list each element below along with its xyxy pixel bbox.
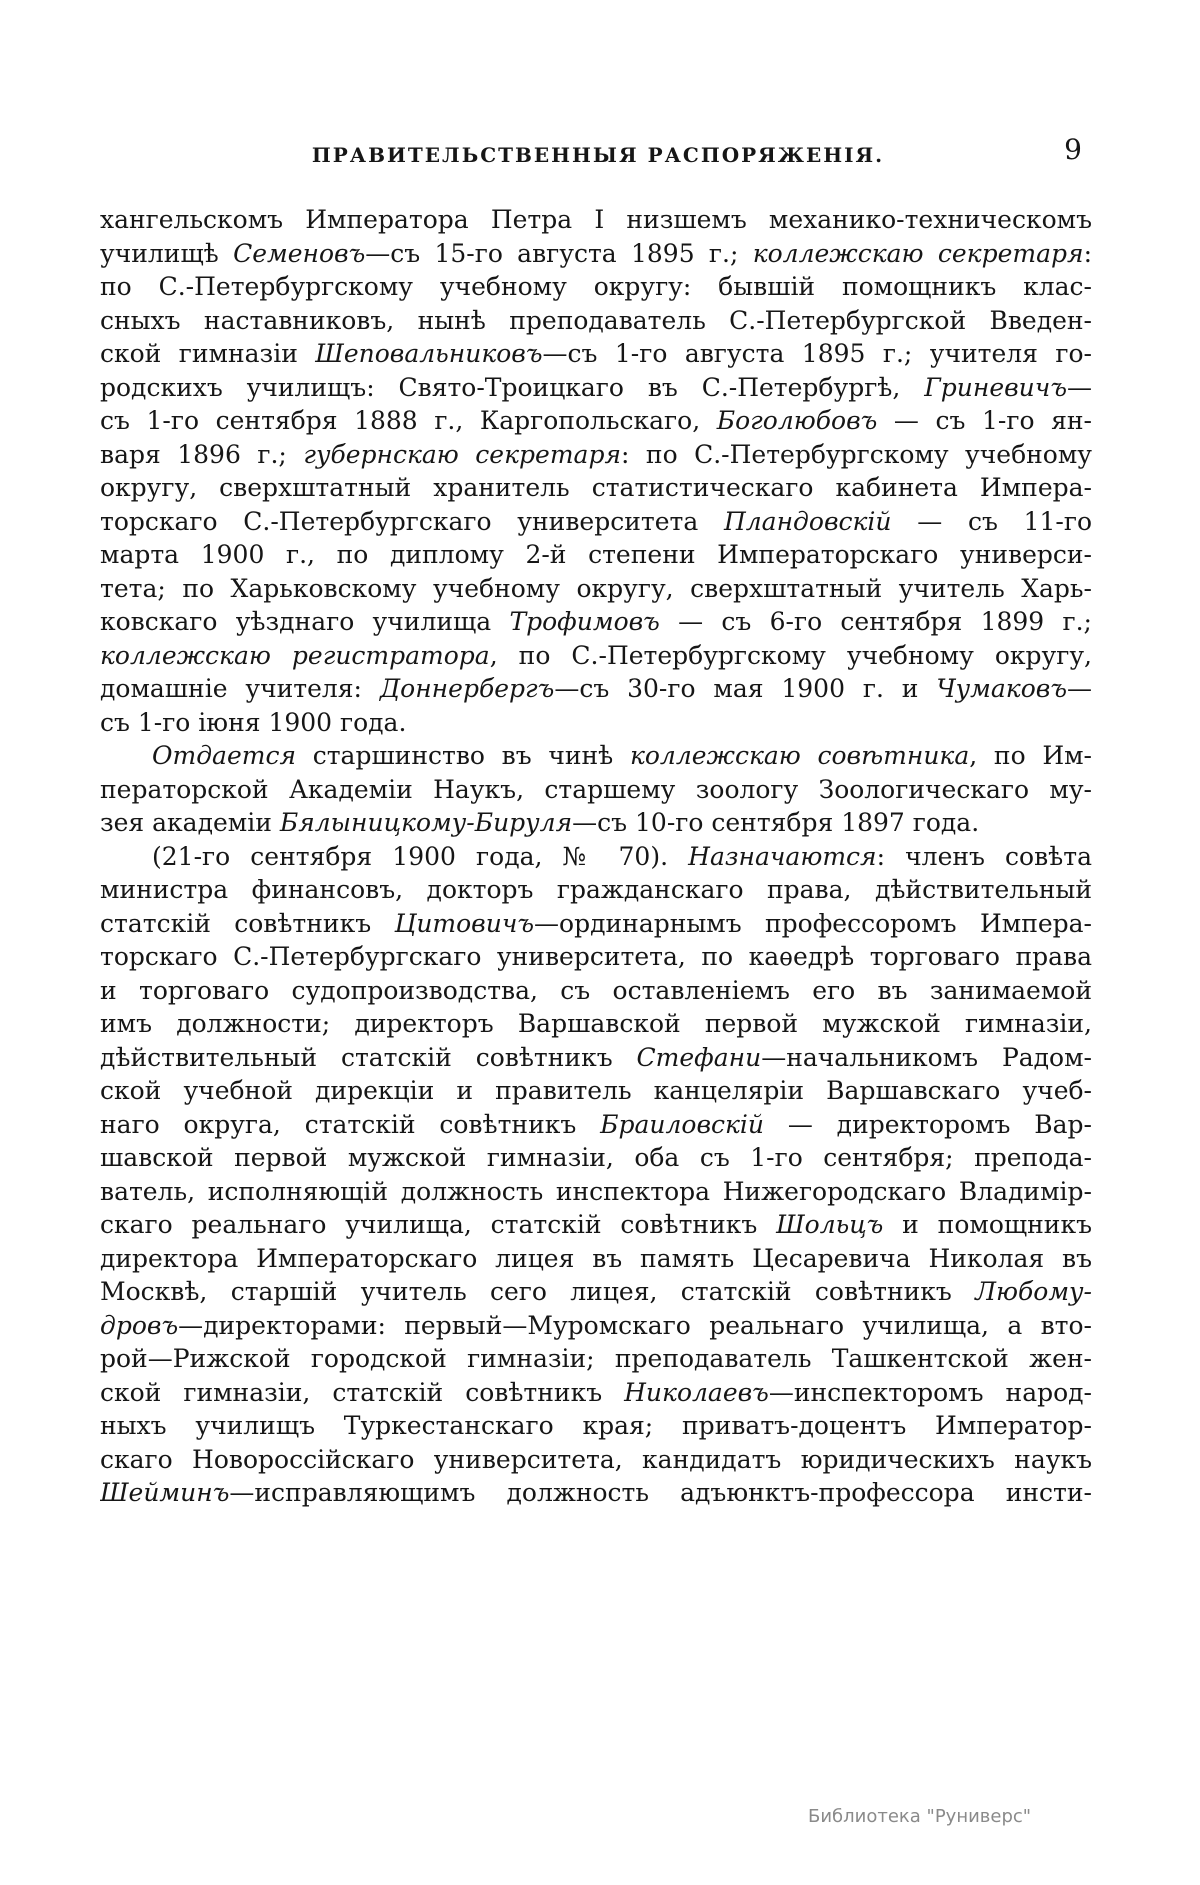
text-run: наго округа, статскій совѣтникъ [100, 1109, 601, 1139]
italic-term: Шейминъ [100, 1478, 230, 1507]
text-run: съ 1-го сентября 1888 г., Каргопольскаго, [100, 406, 717, 435]
text-line [100, 739, 1092, 773]
text-run: зея академіи [100, 808, 280, 837]
text-run: : по С.-Петербургскому учебному [621, 439, 1092, 469]
text-line [100, 471, 1092, 505]
text-line [100, 1041, 1092, 1075]
text-run: , по С.-Петербургскому учебному округу, [489, 640, 1092, 670]
body-text [100, 203, 1092, 1510]
text-line [100, 1074, 1092, 1108]
text-run: родскихъ училищъ: Свято-Троицкаго въ С.-Петербургѣ, [100, 372, 925, 402]
text-run: — съ 1-го ян- [877, 406, 1092, 435]
text-run: директора Императорскаго лицея въ память Цесаревича Николая въ [100, 1243, 1092, 1273]
text-line [100, 840, 1092, 874]
text-run: скаго Новороссійскаго университета, кандидатъ юридическихъ наукъ [100, 1444, 1092, 1474]
text-run: , по Им- [969, 741, 1092, 770]
text-run: статскій совѣтникъ [100, 908, 395, 938]
text-line [100, 438, 1092, 472]
text-run: ковскаго уѣзднаго училища [100, 607, 510, 636]
text-line [100, 538, 1092, 572]
text-run: домашніе учителя: [100, 674, 380, 703]
text-line [100, 1208, 1092, 1242]
text-run: старшинство въ чинѣ [296, 741, 630, 770]
text-run: —исправляющимъ должность адъюнктъ-профессора инсти- [229, 1478, 1092, 1507]
text-line [100, 572, 1092, 606]
text-run: — съ 11-го [891, 506, 1092, 536]
text-line [100, 907, 1092, 941]
italic-term: коллежскаю регистратора [100, 640, 490, 670]
italic-term: Гриневичъ [924, 372, 1067, 402]
text-run: варя 1896 г.; [100, 439, 304, 469]
text-run: марта 1900 г., по диплому 2-й степени Императорскаго универси- [100, 540, 1092, 569]
text-run: съ 1-го іюня 1900 года. [100, 707, 407, 737]
italic-term: Любому- [975, 1277, 1092, 1306]
text-line [100, 1409, 1092, 1443]
text-line [100, 974, 1092, 1008]
italic-term: Пландовскій [723, 506, 892, 536]
text-run: Москвѣ, старшій учитель сего лицея, статскій совѣтникъ [100, 1277, 976, 1306]
text-line [100, 337, 1092, 371]
page-number: 9 [1064, 133, 1082, 166]
italic-term: Отдается [152, 741, 297, 770]
text-run: —ординарнымъ профессоромъ Импера- [534, 908, 1092, 938]
text-line [100, 371, 1092, 405]
italic-term: Бялыницкому-Бируля [279, 808, 573, 837]
text-run: министра финансовъ, докторъ гражданскаго права, дѣйствительный [100, 875, 1092, 904]
text-run: округу, сверхштатный хранитель статистическаго кабинета Импера- [100, 473, 1092, 502]
text-line [100, 639, 1092, 673]
text-run: и торговаго судопроизводства, съ оставленіемъ его въ занимаемой [100, 975, 1092, 1005]
text-run: ватель, исполняющій должность инспектора Нижегородскаго Владимір- [100, 1176, 1092, 1206]
text-run: —директорами: первый—Муромскаго реальнаго училища, а вто- [178, 1310, 1092, 1340]
italic-term: дровъ [100, 1310, 179, 1340]
text-line [100, 1175, 1092, 1209]
italic-term: Браиловскій [600, 1109, 765, 1139]
text-run: —съ 15-го августа 1895 г.; [365, 238, 753, 268]
italic-term: коллежскаю секретаря [752, 238, 1084, 268]
text-line [100, 1242, 1092, 1276]
text-run: — директоромъ Вар- [764, 1109, 1092, 1139]
text-run: имъ должности; директоръ Варшавской первой мужской гимназіи, [100, 1009, 1092, 1038]
italic-term: Семеновъ [233, 238, 366, 268]
text-run: : [1083, 238, 1092, 268]
italic-term: Назначаются [688, 841, 877, 871]
italic-term: Шольцъ [776, 1210, 884, 1239]
text-line [100, 505, 1092, 539]
library-watermark: Библиотека "Руниверс" [808, 1806, 1032, 1827]
text-line [100, 773, 1092, 807]
text-run: —съ 1-го августа 1895 г.; учителя го- [542, 339, 1092, 368]
text-run: сныхъ наставниковъ, нынѣ преподаватель С.-Петербургской Введен- [100, 305, 1092, 335]
text-run: ператорской Академіи Наукъ, старшему зоологу Зоологическаго му- [100, 774, 1092, 804]
running-title: ПРАВИТЕЛЬСТВЕННЫЯ РАСПОРЯЖЕНІЯ. [311, 143, 885, 167]
text-run: скаго реальнаго училища, статскій совѣтникъ [100, 1210, 777, 1239]
text-line [100, 940, 1092, 974]
text-line [100, 1342, 1092, 1376]
text-line [100, 203, 1092, 237]
text-line [100, 1443, 1092, 1477]
text-run: — [1066, 674, 1092, 703]
italic-term: Стефани [636, 1042, 762, 1072]
text-run: дѣйствительный статскій совѣтникъ [100, 1042, 637, 1072]
text-run: училищѣ [100, 238, 234, 268]
text-line [100, 1476, 1092, 1510]
italic-term: Доннербергъ [379, 674, 555, 703]
text-line [100, 237, 1092, 271]
text-line [100, 304, 1092, 338]
page-header [100, 133, 1096, 173]
italic-term: Боголюбовъ [716, 406, 878, 435]
text-line [100, 1108, 1092, 1142]
text-run: хангельскомъ Императора Петра I низшемъ механико-техническомъ [100, 205, 1092, 234]
text-line [100, 1376, 1092, 1410]
text-run: шавской первой мужской гимназіи, оба съ 1-го сентября; препода- [100, 1143, 1092, 1172]
text-line [100, 672, 1092, 706]
text-line [100, 706, 1092, 740]
text-line [100, 404, 1092, 438]
text-run: ской гимназіи, статскій совѣтникъ [100, 1377, 625, 1407]
text-run: : членъ совѣта [876, 841, 1092, 871]
text-run: торскаго С.-Петербургскаго университета, по каѳедрѣ торговаго права [100, 942, 1092, 971]
text-run: —съ 30-го мая 1900 г. и [554, 674, 937, 703]
italic-term: Шеповальниковъ [315, 339, 543, 368]
text-run: —инспекторомъ народ- [768, 1377, 1092, 1407]
text-run: торскаго С.-Петербургскаго университета [100, 506, 724, 536]
text-run: —съ 10-го сентября 1897 года. [572, 808, 980, 837]
text-run: ской гимназіи [100, 339, 316, 368]
text-line [100, 1007, 1092, 1041]
text-line [100, 1141, 1092, 1175]
text-run: тета; по Харьковскому учебному округу, сверхштатный учитель Харь- [100, 573, 1092, 603]
text-run: — съ 6-го сентября 1899 г.; [659, 607, 1092, 636]
text-run: и помощникъ [883, 1210, 1092, 1239]
text-run: рой—Рижской городской гимназіи; преподаватель Ташкентской жен- [100, 1344, 1092, 1373]
text-line [100, 1309, 1092, 1343]
text-run: (21-го сентября 1900 года, № 70). [152, 841, 689, 871]
text-line [100, 806, 1092, 840]
italic-term: коллежскаю совѣтника [629, 741, 970, 770]
text-line [100, 270, 1092, 304]
text-line [100, 605, 1092, 639]
italic-term: губернскаю секретаря [303, 439, 621, 469]
text-run: — [1067, 372, 1092, 402]
text-run: ныхъ училищъ Туркестанскаго края; приватъ-доцентъ Император- [100, 1411, 1092, 1440]
text-run: —начальникомъ Радом- [761, 1042, 1092, 1072]
italic-term: Николаевъ [624, 1377, 769, 1407]
text-line [100, 1275, 1092, 1309]
text-line [100, 873, 1092, 907]
text-run: по С.-Петербургскому учебному округу: бывшій помощникъ клас- [100, 272, 1092, 301]
italic-term: Трофимовъ [509, 607, 660, 636]
italic-term: Цитовичъ [394, 908, 535, 938]
italic-term: Чумаковъ [936, 674, 1067, 703]
text-run: ской учебной дирекціи и правитель канцеляріи Варшавскаго учеб- [100, 1076, 1092, 1105]
